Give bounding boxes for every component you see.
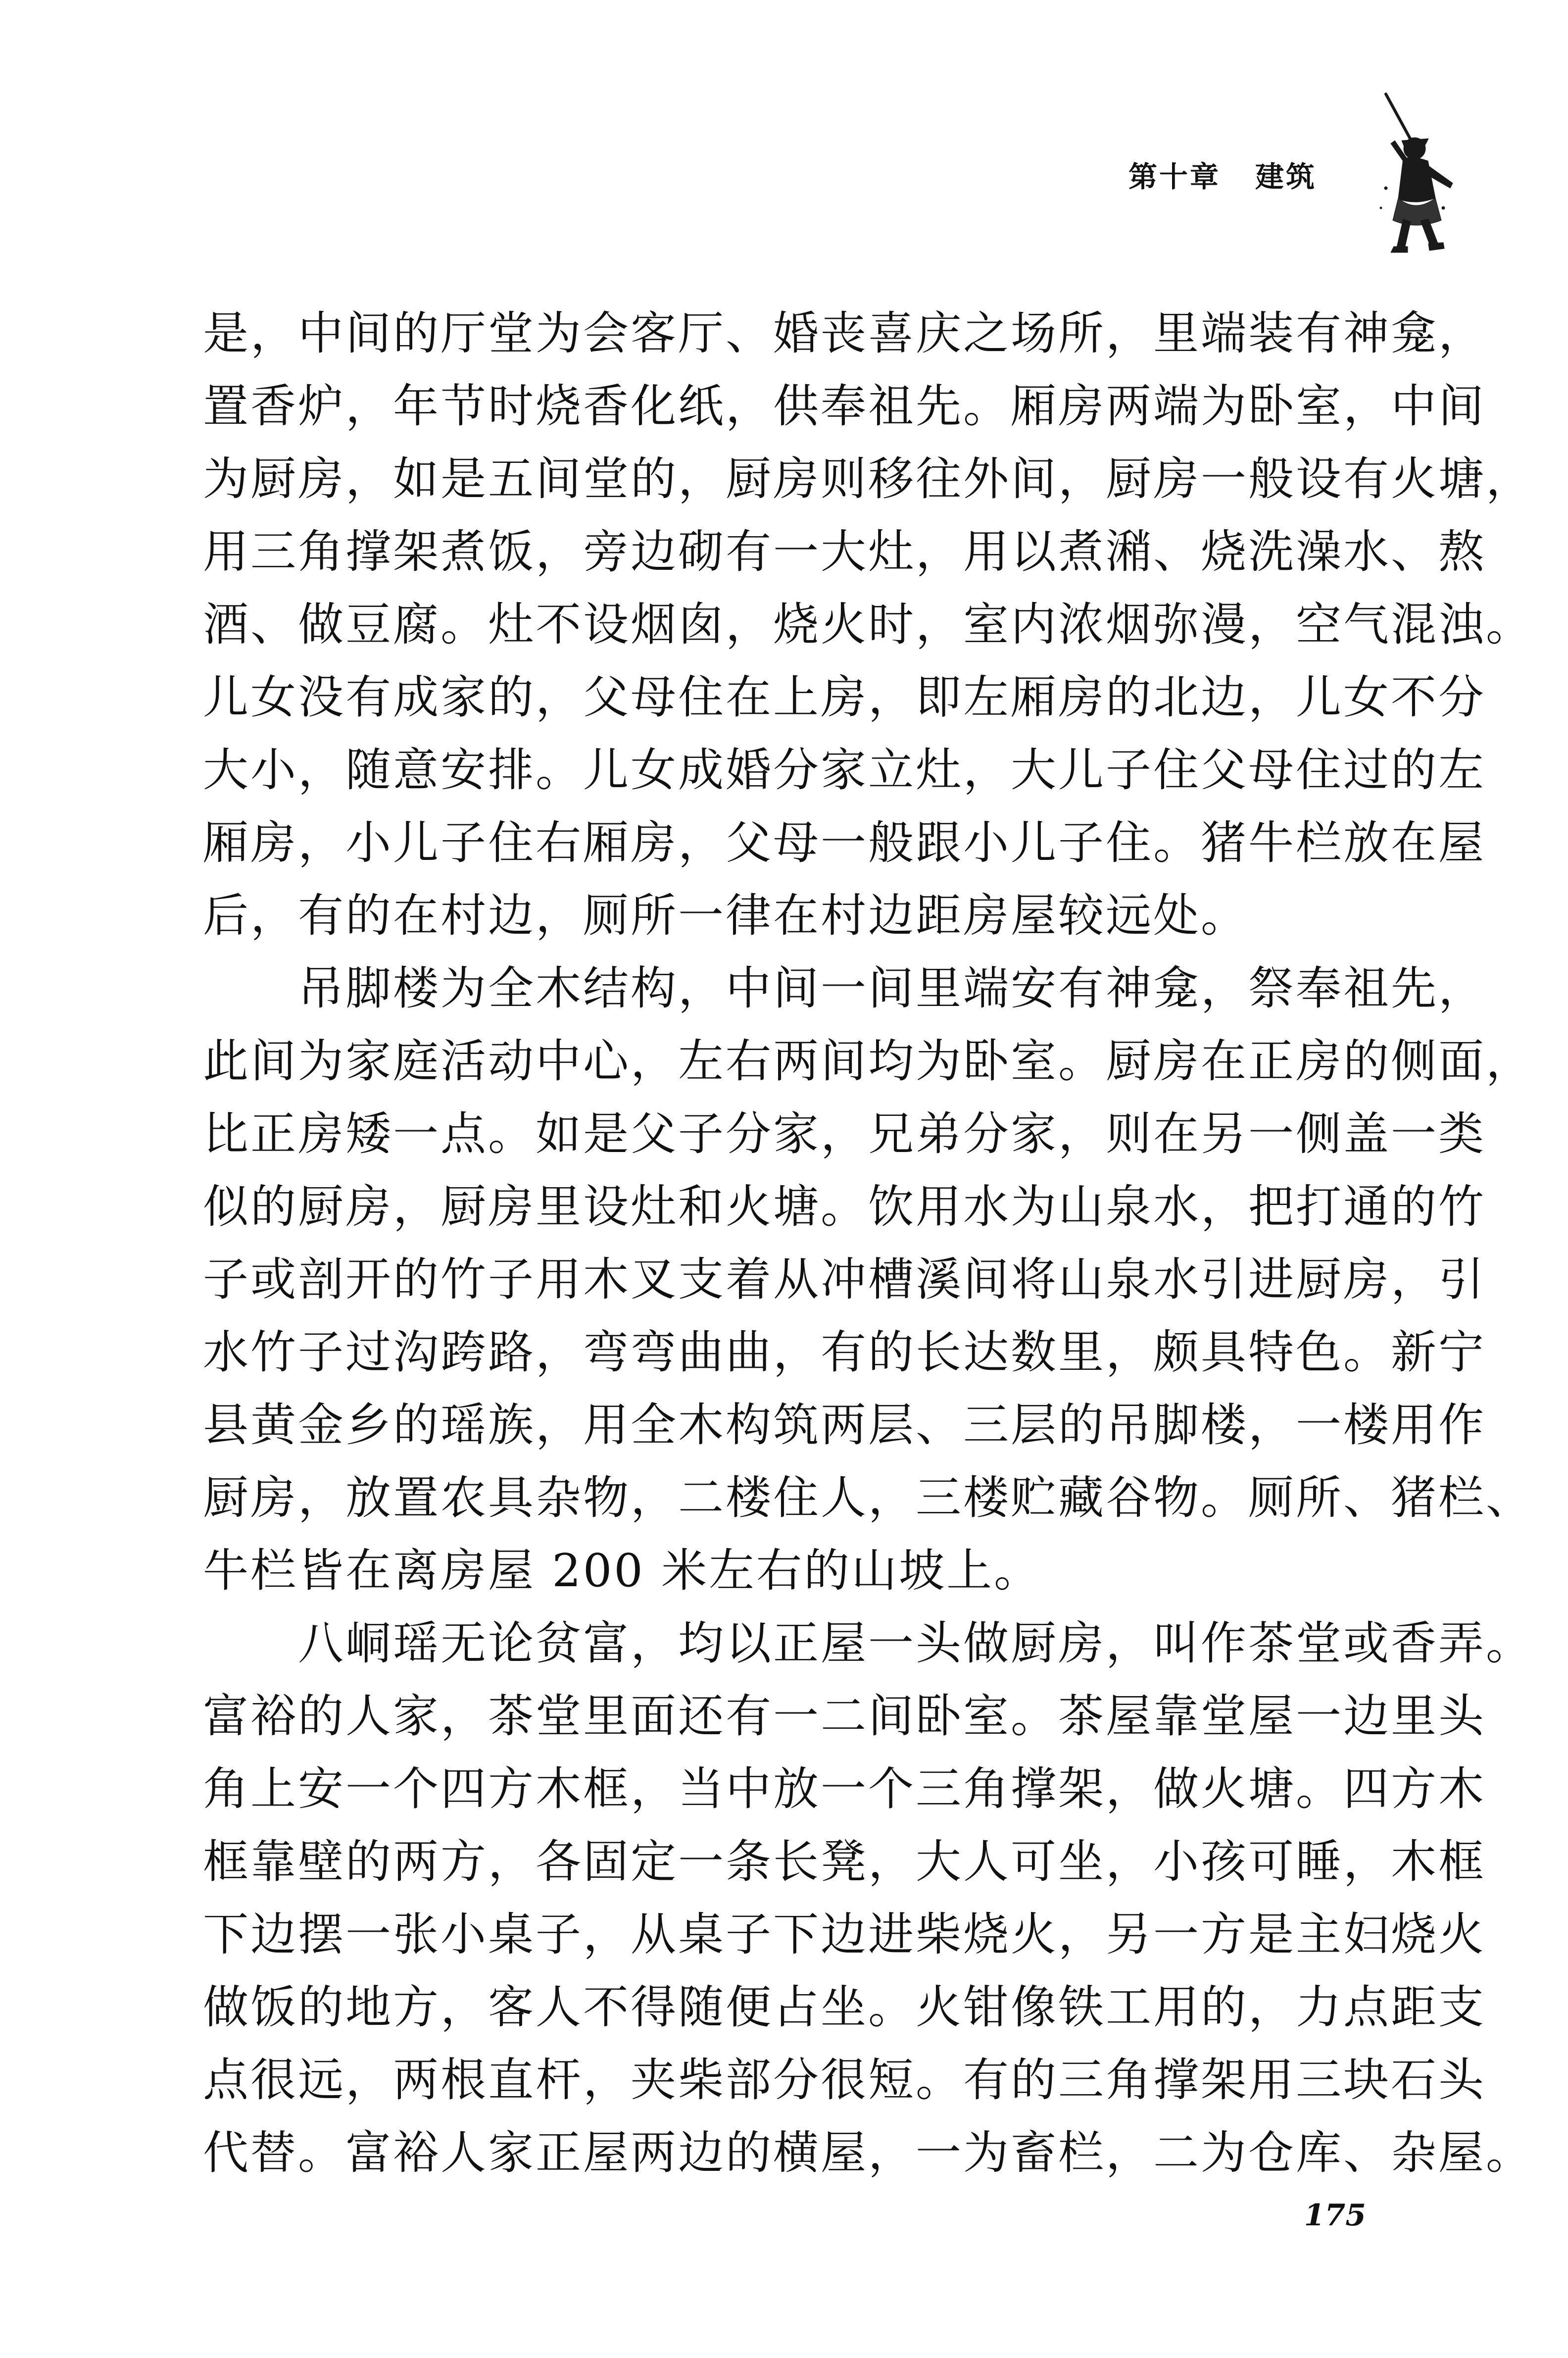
- text-line: 角上安一个四方木框，当中放一个三角撑架，做火塘。四方木: [203, 1762, 1486, 1815]
- text-line: 子或剖开的竹子用木叉支着从冲槽溪间将山泉水引进厨房，引: [203, 1253, 1486, 1306]
- text-line: 做饭的地方，客人不得随便占坐。火钳像铁工用的，力点距支: [203, 1981, 1486, 2034]
- text-line: 比正房矮一点。如是父子分家，兄弟分家，则在另一侧盖一类: [203, 1107, 1486, 1160]
- text-line: 是，中间的厅堂为会客厅、婚丧喜庆之场所，里端装有神龛，: [203, 307, 1486, 360]
- text-line: 大小，随意安排。儿女成婚分家立灶，大儿子住父母住过的左: [203, 744, 1486, 797]
- text-line: 儿女没有成家的，父母住在上房，即左厢房的北边，儿女不分: [203, 671, 1486, 724]
- text-line: 水竹子过沟跨路，弯弯曲曲，有的长达数里，颇具特色。新宁: [203, 1326, 1486, 1379]
- running-header: [1128, 153, 1356, 195]
- text-line: 点很远，两根直杆，夹柴部分很短。有的三角撑架用三块石头: [203, 2054, 1486, 2107]
- text-line: 牛栏皆在离房屋 200 米左右的山坡上。: [203, 1544, 1042, 1597]
- paragraph-2: [203, 952, 1534, 1607]
- body-text: [203, 297, 1534, 2189]
- text-line: 县黄金乡的瑶族，用全木构筑两层、三层的吊脚楼，一楼用作: [203, 1399, 1486, 1452]
- warrior-figure-icon: [1356, 89, 1460, 257]
- paragraph-1: [203, 297, 1534, 952]
- text-line: 八峒瑶无论贫富，均以正屋一头做厨房，叫作茶堂或香弄。: [203, 1617, 1534, 1670]
- paragraph-3: [203, 1607, 1534, 2189]
- text-line: 富裕的人家，茶堂里面还有一二间卧室。茶屋靠堂屋一边里头: [203, 1690, 1486, 1743]
- chapter-label: 第十章: [1128, 160, 1221, 194]
- text-line: 厨房，放置农具杂物，二楼住人，三楼贮藏谷物。厕所、猪栏、: [203, 1471, 1534, 1524]
- text-line: 框靠壁的两方，各固定一条长凳，大人可坐，小孩可睡，木框: [203, 1835, 1486, 1888]
- chapter-title: 建筑: [1255, 160, 1317, 194]
- text-line: 用三角撑架煮饭，旁边砌有一大灶，用以煮潲、烧洗澡水、熬: [203, 525, 1486, 578]
- text-line: 厢房，小儿子住右厢房，父母一般跟小儿子住。猪牛栏放在屋: [203, 816, 1486, 869]
- text-line: 酒、做豆腐。灶不设烟囱，烧火时，室内浓烟弥漫，空气混浊。: [203, 598, 1534, 651]
- text-line: 代替。富裕人家正屋两边的横屋，一为畜栏，二为仓库、杂屋。: [203, 2126, 1534, 2179]
- text-line: 置香炉，年节时烧香化纸，供奉祖先。厢房两端为卧室，中间: [203, 380, 1486, 433]
- text-line: 此间为家庭活动中心，左右两间均为卧室。厨房在正房的侧面，: [203, 1035, 1534, 1088]
- text-line: 吊脚楼为全木结构，中间一间里端安有神龛，祭奉祖先，: [203, 962, 1486, 1015]
- text-line: 为厨房，如是五间堂的，厨房则移往外间，厨房一般设有火塘，: [203, 452, 1534, 505]
- page-number: 175: [1304, 2198, 1366, 2233]
- text-line: 似的厨房，厨房里设灶和火塘。饮用水为山泉水，把打通的竹: [203, 1180, 1486, 1233]
- text-line: 下边摆一张小桌子，从桌子下边进柴烧火，另一方是主妇烧火: [203, 1908, 1486, 1961]
- text-line: 后，有的在村边，厕所一律在村边距房屋较远处。: [203, 889, 1249, 942]
